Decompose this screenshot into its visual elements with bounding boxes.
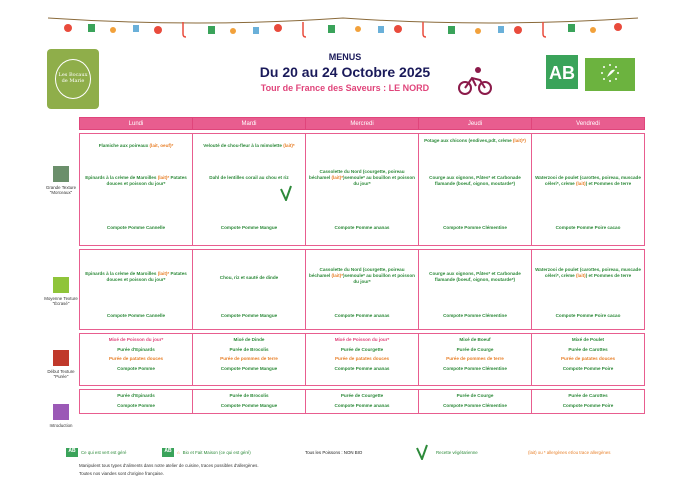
day-header-vendredi: Vendredi (532, 118, 645, 130)
moyenne-cell (193, 250, 306, 330)
dessert: Compote Pomme Cannelle (106, 225, 166, 230)
intro-cell: Purée d'Epinards Compote Pomme (80, 390, 193, 414)
starter (309, 135, 415, 163)
moyenne-texture-row (80, 250, 645, 330)
main-course: Courge aux oignons, Pâtes* et Carbonade flamande (boeuf, oignon, moutarde*) (429, 175, 521, 186)
menu-table (79, 117, 645, 414)
legend-allergenes: (lait) ou * allergènes et/ou trace allergènes (528, 450, 611, 455)
grande-cell (306, 134, 419, 246)
date-title: Du 20 au 24 Octobre 2025 (259, 64, 431, 80)
main-course: Waterzooi de poulet (carottes, poireau, muscade céleri*, crème (lait)) et Pommes de terre (535, 267, 641, 278)
menus-label: MENUS (328, 52, 362, 62)
logo-text: Les Bocaux de Marie (55, 59, 91, 99)
main-course: Epinards à la crème de Maroilles (lait)* Patates douces et poisson du jour* (85, 175, 187, 186)
eu-bio-logo (585, 58, 635, 91)
intro-cell: Purée de Carottes Compote Pomme Poire (532, 390, 645, 414)
grande-cell (532, 134, 645, 246)
texture-grande-icon (53, 166, 69, 182)
legend-poissons: Tous les Poissons : NON BIO (305, 450, 363, 455)
day-header-lundi: Lundi (80, 118, 193, 130)
day-header-row (80, 118, 645, 130)
garland-decoration (48, 14, 638, 44)
intro-cell: Purée de Brocolis Compote Pomme Mangue (193, 390, 306, 414)
main-course: Epinards à la crème de Maroilles (lait)* Patates douces et poisson du jour* (85, 271, 187, 282)
dessert: Compote Pomme Clémentine (443, 313, 507, 318)
moyenne-cell (80, 250, 193, 330)
moyenne-cell (532, 250, 645, 330)
theme-subtitle: Tour de France des Saveurs : LE NORD (260, 83, 430, 93)
day-header-jeudi: Jeudi (419, 118, 532, 130)
starter: Velouté de chou-fleur à la mimolette (lait)* (203, 143, 295, 148)
grande-cell (193, 134, 306, 246)
grande-cell (80, 134, 193, 246)
legend-bio: AB Ce qui est vert est géré (66, 448, 126, 457)
texture-intro-icon (53, 404, 69, 420)
note-allergenes: Manipulent tous types d'aliments dans notre atelier de cuisine, traces possibles d'allergènes. (79, 463, 259, 468)
main-course: Cassolette du Nord (courgette, poireau béchamel (lait)*)semoule* au bouillon et poisson du jour* (309, 169, 415, 186)
starter: Flamiche aux poireaux (lait, oeuf)* (98, 143, 174, 148)
grande-cell (419, 134, 532, 246)
dessert: Compote Pomme ananas (334, 313, 390, 318)
vegetarian-icon (280, 185, 292, 201)
main-course: Waterzooi de poulet (carottes, poireau, muscade céleri*, crème (lait)) et Pommes de terre (535, 175, 641, 186)
ab-small-icon: AB (162, 448, 174, 457)
debut-texture-row (80, 334, 645, 386)
day-header-mardi: Mardi (193, 118, 306, 130)
ab-small-icon: AB (66, 448, 78, 457)
cyclist-icon (458, 66, 492, 96)
texture-label-debut: Début Texture "Purée" (44, 350, 78, 380)
texture-label-intro: Introduction (44, 404, 78, 428)
dessert: Compote Pomme Cannelle (106, 313, 166, 318)
debut-cell: Mixé de Poisson du jour* Purée de Courgette Purée de patates douces Compote Pomme ananas (306, 334, 419, 386)
legend-vege: Recette végétarienne (416, 444, 478, 460)
svg-text:AB: AB (549, 63, 575, 83)
debut-cell: Mixé de Boeuf Purée de Courge Purée de pommes de terre Compote Pomme Clémentine (419, 334, 532, 386)
intro-cell: Purée de Courgette Compote Pomme ananas (306, 390, 419, 414)
house-icon: ⌂ (177, 450, 180, 455)
vegetarian-icon (416, 444, 428, 460)
main-course: Chou, riz et sauté de dinde (219, 275, 279, 280)
grande-texture-row (80, 134, 645, 246)
legend-bio-maison: AB ⌂ Bio et Fait Maison (ce qui est géré) (162, 448, 251, 457)
day-header-mercredi: Mercredi (306, 118, 419, 130)
texture-debut-icon (53, 350, 69, 366)
dessert: Compote Pomme Clémentine (443, 225, 507, 230)
dessert: Compote Pomme Poire cacao (555, 225, 621, 230)
main-course: Cassolette du Nord (courgette, poireau béchamel (lait)*)semoule* au bouillon et poisson du jour* (309, 267, 415, 284)
dessert: Compote Pomme ananas (334, 225, 390, 230)
intro-cell: Purée de Courge Compote Pomme Clémentine (419, 390, 532, 414)
debut-cell: Mixé de Poisson du jour* Purée d'Epinards Purée de patates douces Compote Pomme (80, 334, 193, 386)
intro-texture-row (80, 390, 645, 414)
texture-moyenne-icon (53, 277, 69, 293)
note-viandes: Toutes nos viandes sont d'origine française. (79, 471, 165, 476)
texture-label-grande: Grande Texture "Morceaux" (44, 166, 78, 196)
debut-cell: Mixé de Poulet Purée de Carottes Purée de patates douces Compote Pomme Poire (532, 334, 645, 386)
starter (535, 135, 641, 163)
dessert: Compote Pomme Poire cacao (555, 313, 621, 318)
moyenne-cell (306, 250, 419, 330)
moyenne-cell (419, 250, 532, 330)
dessert: Compote Pomme Mangue (220, 225, 278, 230)
starter: Potage aux chicons (endives,pdt, crème (lait)*) (424, 138, 526, 143)
main-course: Dahl de lentilles corail au chou et riz (196, 163, 302, 225)
ab-bio-logo (546, 55, 578, 99)
debut-cell: Mixé de Dinde Purée de Brocolis Purée de pommes de terre Compote Pomme Mangue (193, 334, 306, 386)
texture-label-moyenne: Moyenne Texture "Écrasé" (44, 277, 78, 307)
main-course: Courge aux oignons, Pâtes* et Carbonade flamande (boeuf, oignon, moutarde*) (429, 271, 521, 282)
dessert: Compote Pomme Mangue (220, 313, 278, 318)
